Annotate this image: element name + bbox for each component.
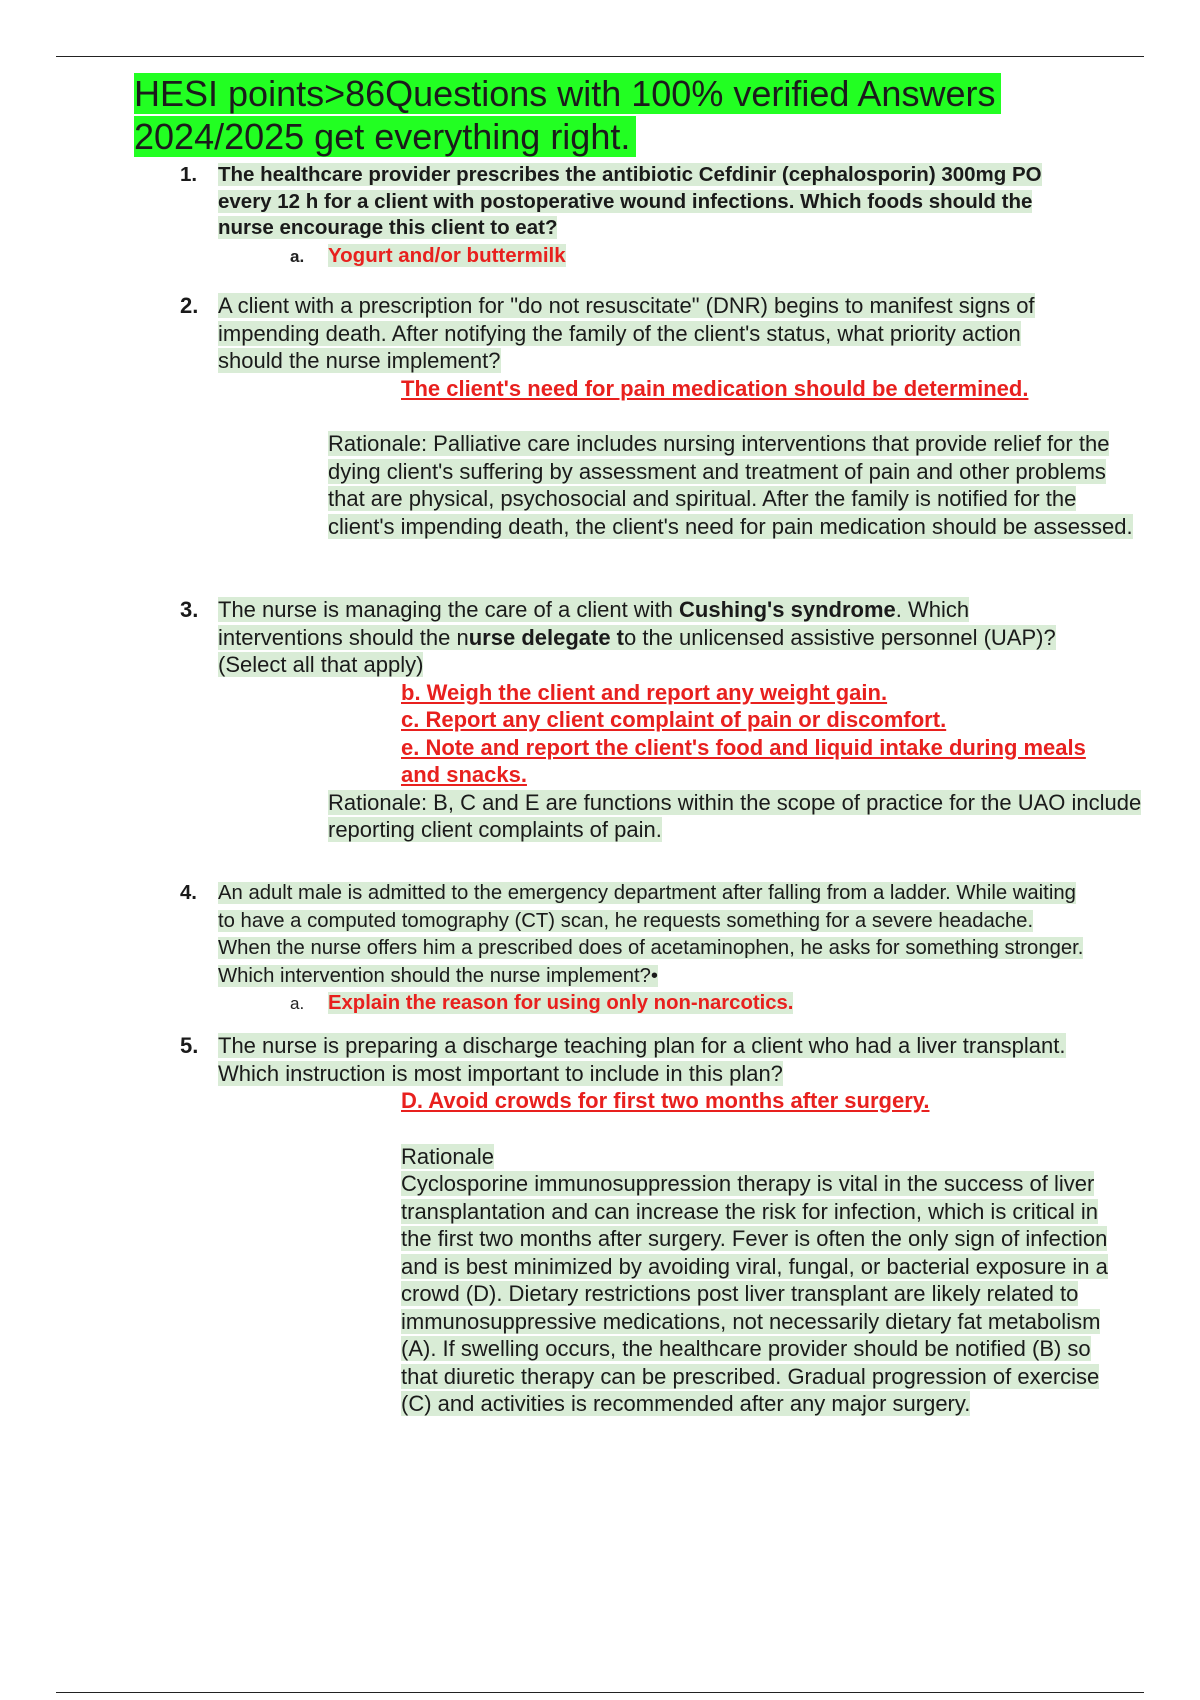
question-number: 4.: [180, 882, 197, 904]
rationale-block: [328, 430, 1148, 540]
correct-answer: D. Avoid crowds for first two months after surgery.: [401, 1088, 930, 1113]
rationale-text: Rationale: B, C and E are functions within the scope of practice for the UAO include reporting client complaints of pain.: [328, 789, 1142, 842]
rationale-text: Cyclosporine immunosuppression therapy is vital in the success of liver transplantation and can increase the risk for infection, which is critical in the first two months after surgery. Fever is often the only sign of infection and is best minimized by avoiding viral, fungal, or bacterial exposure in a crowd (D). Dietary restrictions post liver transplant are likely related to immunosuppressive medications, not necessarily dietary fat metabolism (A). If swelling occurs, the healthcare provider should be notified (B) so that diuretic therapy can be prescribed. Gradual progression of exercise (C) and activities is recommended after any major surgery.: [401, 1171, 1108, 1416]
answer-option: [290, 990, 1088, 1018]
correct-answer: The client's need for pain medication should be determined.: [401, 375, 1029, 401]
question-number: 1.: [180, 163, 198, 186]
correct-answer: e. Note and report the client's food and liquid intake during meals and snacks.: [401, 734, 1086, 787]
correct-answer: b. Weigh the client and report any weight gain.: [401, 679, 888, 705]
question-number: 5.: [180, 1033, 199, 1058]
option-letter: a.: [290, 994, 305, 1013]
rationale-heading: Rationale: [401, 1143, 494, 1169]
question-number: 2.: [180, 293, 199, 318]
correct-answer: Yogurt and/or buttermilk: [328, 243, 566, 267]
option-letter: a.: [290, 246, 305, 266]
question-number: 3.: [180, 597, 199, 622]
correct-answer-block: [401, 375, 1088, 403]
question-4: [180, 880, 1088, 1018]
rationale-text: Rationale: Palliative care includes nursing interventions that provide relief for the dying client's suffering by assessment and treatment of pain and other problems that are physical, psychosocial and spiritual. After the family is notified for the client's impending death, the client's need for pain medication should be assessed.: [328, 431, 1133, 539]
question-5: [180, 1032, 1108, 1418]
rationale-block: [328, 789, 1148, 844]
question-1: [180, 162, 1078, 270]
top-rule: [56, 56, 1144, 57]
question-text: A client with a prescription for "do not resuscitate" (DNR) begins to manifest signs of impending death. After notifying the family of the client's status, what priority action should the nurse implement?: [218, 293, 1035, 373]
document-title: HESI points>86Questions with 100% verified Answers 2024/2025 get everything right.: [134, 72, 1034, 158]
question-3: [180, 596, 1142, 844]
correct-answers-list: [401, 679, 1101, 789]
correct-answer: Explain the reason for using only non-narcotics.: [328, 992, 794, 1014]
question-text: The healthcare provider prescribes the antibiotic Cefdinir (cephalosporin) 300mg PO every 12 h for a client with postoperative wound infections. Which foods should the nurse encourage this client to eat?: [218, 163, 1042, 239]
question-text: An adult male is admitted to the emergency department after falling from a ladder. While waiting to have a computed tomography (CT) scan, he requests something for a severe headache. When the nurse offers him a prescribed does of acetaminophen, he asks for something stronger. Which intervention should the nurse implement?•: [218, 882, 1084, 987]
question-text: The nurse is managing the care of a client with Cushing's syndrome. Which interventions should the nurse delegate to the unlicensed assistive personnel (UAP)? (Select all that apply) b. Weigh the client and report any weight gain. c. Report any client complaint of pain or discomfort. e. Note and report the client's food and liquid intake during meals and snacks. Rationale: B, C and E are functions within the scope of practice for the UAO include reporting client complaints of pain.: [218, 596, 1088, 844]
correct-answer-block: [401, 1087, 1088, 1115]
question-text: The nurse is preparing a discharge teaching plan for a client who had a liver transplant. Which instruction is most important to include in this plan?: [218, 1033, 1066, 1086]
rationale-block: [401, 1143, 1131, 1418]
correct-answer: c. Report any client complaint of pain or discomfort.: [401, 707, 947, 732]
question-2: [180, 292, 1133, 540]
answer-option: [290, 243, 1078, 271]
bottom-rule: [56, 1692, 1144, 1693]
